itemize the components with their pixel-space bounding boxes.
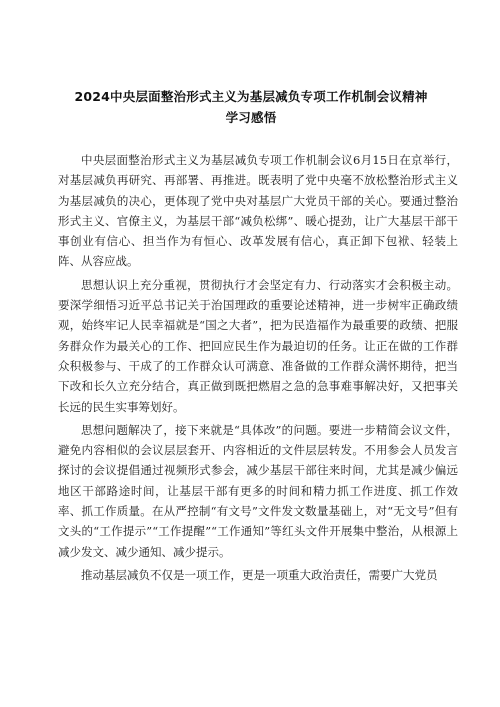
document-title: 2024中央层面整治形式主义为基层减负专项工作机制会议精神学习感悟 [74, 89, 428, 125]
paragraph: 思想认识上充分重视，贯彻执行才会坚定有力、行动落实才会积极主动。要深学细悟习近平总书记关于治国理政的重要论述精神，进一步树牢正确政绩观，始终牢记人民幸福就是“国之大者”，把为民造福作为最重要的政绩、把服务群众作为最关心的工作、把回应民生作为最迫切的任务。让正在做的工作群众积极参与、干成了的工作群众认可满意、准备做的工作群众满怀期待，把当下改和长久立充分结合，真正做到既把燃眉之急的急事难事解决好，又把事关长远的民生实事筹划好。 [58, 277, 458, 414]
paragraph: 思想问题解决了，接下来就是“具体改”的问题。要进一步精简会议文件，避免内容相似的会议层层套开、内容相近的文件层层转发。不用参会人员发言探讨的会议提倡通过视频形式参会，减少基层干部往来时间，尤其是减少偏远地区干部路途时间，让基层干部有更多的时间和精力抓工作进度、抓工作效率、抓工作质量。在从严控制“有文号”文件发文数量基础上，对“无文号”但有文头的“工作提示”“工作提醒”“工作通知”等红头文件开展集中整治，从根源上减少发文、减少通知、减少提示。 [58, 422, 458, 559]
paragraph: 中央层面整治形式主义为基层减负专项工作机制会议6月15日在京举行，对基层减负再研究、再部署、再推进。既表明了党中央毫不放松整治形式主义为基层减负的决心，更体现了党中央对基层广大党员干部的关心。要通过整治形式主义、官僚主义，为基层干部“减负松绑”、暖心提劲，让广大基层干部干事创业有信心、担当作为有恒心、改革发展有信心，真正卸下包袱、轻装上阵、从容应战。 [58, 153, 458, 269]
document-body [58, 150, 458, 588]
paragraph: 推动基层减负不仅是一项工作，更是一项重大政治责任，需要广大党员 [81, 567, 438, 582]
